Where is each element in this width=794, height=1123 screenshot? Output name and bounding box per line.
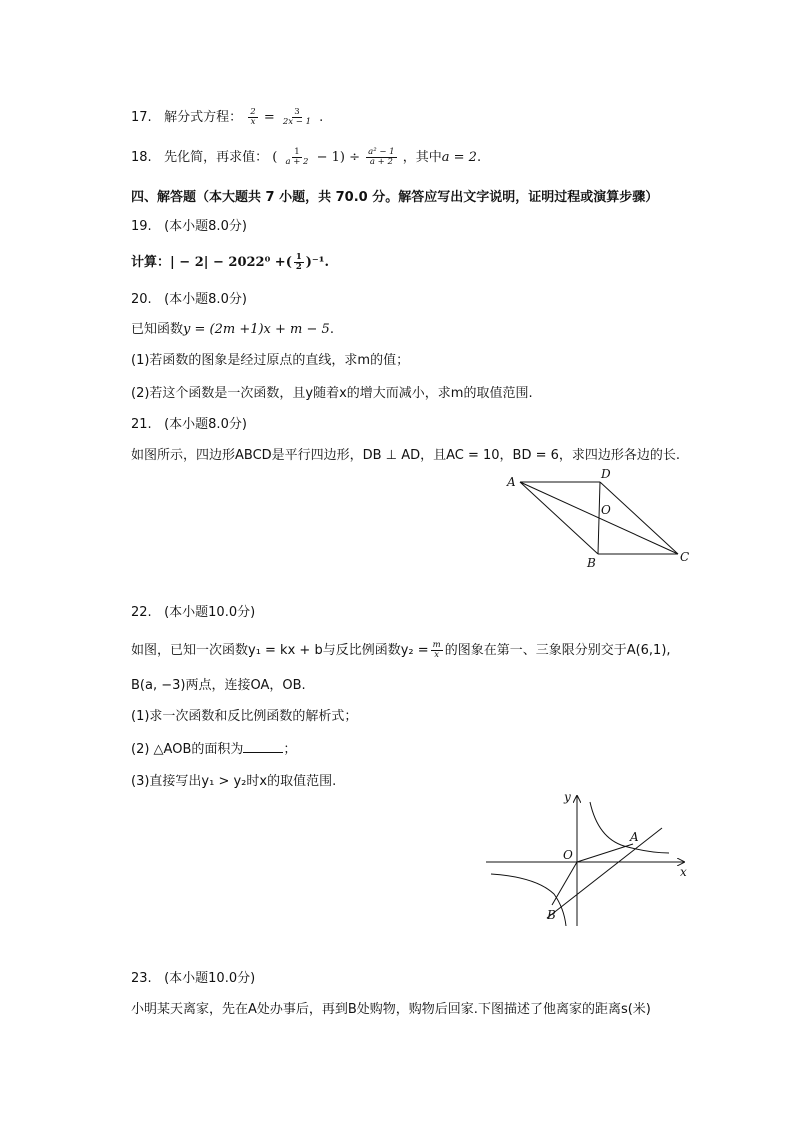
q18-number: 18.: [131, 150, 152, 165]
q22-part3: (3)直接写出y₁ > y₂时x的取值范围.: [131, 774, 337, 789]
answer-blank: [243, 740, 283, 753]
q21-score: (本小题8.0分): [164, 417, 247, 432]
q18-text: 先化简，再求值：: [164, 150, 269, 165]
diagonal-ac: [520, 482, 678, 554]
label-y: y: [564, 790, 571, 804]
q22-fraction: $\frac{m}{x}$: [432, 640, 441, 660]
q21-number: 21.: [131, 417, 152, 432]
q20-part2: (2)若这个函数是一次函数，且y随着x的增大而减小，求m的取值范围.: [131, 386, 533, 401]
q17-line: 17. 解分式方程： $\frac{2}{x}$ = $\frac{3}{2x - 1}$ .: [131, 107, 324, 127]
q22-line1: 如图，已知一次函数y₁ = kx + b与反比例函数y₂ = $\frac{m}{x}$ 的图象在第一、三象限分别交于A(6,1),: [131, 640, 671, 660]
q20-stem: 已知函数y = (2m +1)x + m − 5.: [131, 322, 334, 337]
q19-score: (本小题8.0分): [164, 219, 247, 234]
q23-header: [131, 970, 255, 988]
q18-fraction-2: $\frac{\text{a² − 1}}{a + 2}$: [368, 147, 395, 167]
q19-body: 计算：| − 2| − 2022⁰ +( $\frac{1}{2}$ )⁻¹.: [131, 252, 330, 272]
line-y1: [547, 828, 662, 918]
q18-line: 18. 先化简，再求值： ( $\frac{1}{a + 2}$ − 1) ÷ $\frac{\text{a² − 1}}{a + 2}$ ，其中a = 2.: [131, 147, 482, 167]
q22-number: 22.: [131, 605, 152, 620]
label-x: x: [680, 865, 687, 879]
label-d: D: [601, 467, 611, 481]
label-o: O: [601, 503, 611, 517]
segment-oa: [577, 844, 633, 862]
side-dc: [600, 482, 678, 554]
q20-part1: (1)若函数的图象是经过原点的直线，求m的值；: [131, 353, 410, 368]
q17-number: 17.: [131, 110, 152, 125]
q19-number: 19.: [131, 219, 152, 234]
q22-function-graph: [484, 786, 694, 932]
label-b: B: [587, 556, 596, 570]
q19-fraction: $\frac{1}{2}$: [295, 252, 302, 272]
side-ba: [520, 482, 598, 554]
q22-part2: (2) △AOB的面积为 ；: [131, 742, 297, 757]
q20-score: (本小题8.0分): [164, 292, 247, 307]
q23-text: 小明某天离家，先在A处办事后，再到B处购物，购物后回家.下图描述了他离家的距离s(米): [131, 1002, 651, 1017]
q23-number: 23.: [131, 971, 152, 986]
q18-fraction-1: $\frac{1}{a + 2}$: [285, 147, 309, 167]
q21-text: 如图所示，四边形ABCD是平行四边形，DB ⊥ AD，且AC = 10，BD = 6，求四边形各边的长.: [131, 448, 681, 463]
q23-score: (本小题10.0分): [164, 971, 256, 986]
label-a: A: [630, 830, 639, 844]
q17-fraction-1: $\frac{2}{x}$: [250, 107, 256, 127]
label-c: C: [680, 550, 690, 564]
q22-line2: B(a, −3)两点，连接OA，OB.: [131, 678, 306, 693]
q20-number: 20.: [131, 292, 152, 307]
q22-part1: (1)求一次函数和反比例函数的解析式；: [131, 709, 358, 724]
label-b: B: [547, 908, 556, 922]
q17-fraction-2: $\frac{3}{2x - 1}$: [282, 107, 311, 127]
q17-text: 解分式方程：: [164, 110, 243, 125]
segment-ob: [552, 862, 577, 905]
label-a: A: [507, 475, 516, 489]
q22-score: (本小题10.0分): [164, 605, 256, 620]
q21-parallelogram-figure: [500, 466, 700, 570]
q20-header: [131, 291, 247, 309]
q19-header: [131, 218, 247, 236]
q21-header: [131, 416, 247, 434]
section-heading: 四、解答题（本大题共 7 小题，共 70.0 分。解答应写出文字说明，证明过程或演算步骤）: [131, 190, 659, 205]
q22-header: [131, 604, 255, 622]
label-o: O: [563, 848, 573, 862]
